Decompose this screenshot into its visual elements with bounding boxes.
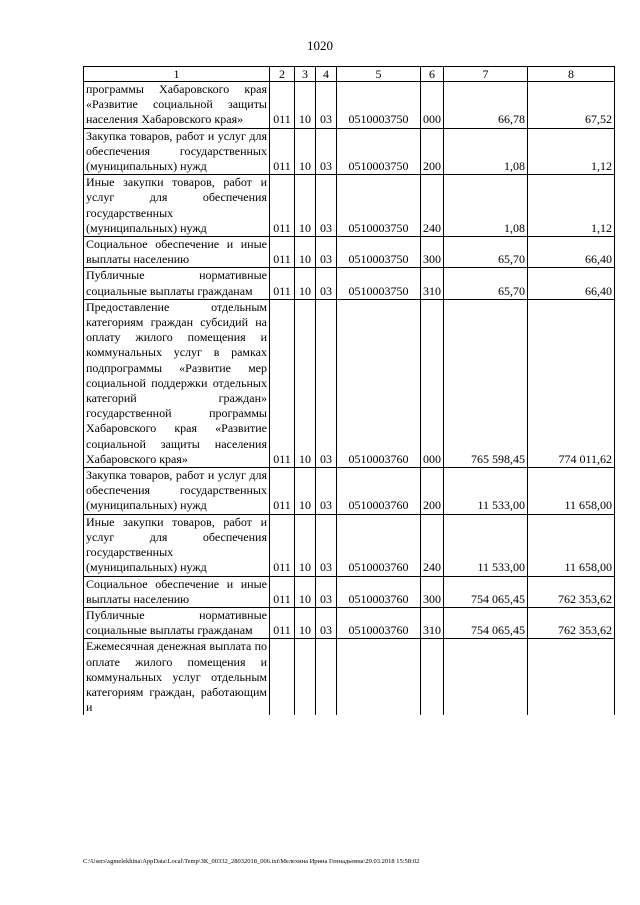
table-row	[84, 175, 615, 237]
amount-col8	[528, 639, 615, 716]
file-path-footer: C:\Users\sgmelekhina\AppData\Local\Temp\ЗК_00332_28032018_006.txt\Мелехина Ирина Геннадьевна\29.03.2018 15:58:02	[83, 858, 420, 865]
amount-col8: 774 011,62	[528, 299, 615, 467]
target-article-code: 0510003760	[337, 468, 421, 515]
expense-type-code: 200	[421, 128, 444, 175]
target-article-code: 0510003750	[337, 175, 421, 237]
amount-col7: 65,70	[444, 237, 528, 268]
section-code: 10	[295, 237, 316, 268]
ministry-code: 011	[270, 82, 295, 129]
table-row	[84, 639, 615, 716]
row-name: Публичные нормативные социальные выплаты гражданам	[84, 268, 270, 299]
subsection-code: 03	[316, 576, 337, 607]
expense-type-code: 300	[421, 576, 444, 607]
ministry-code: 011	[270, 299, 295, 467]
column-header: 6	[421, 67, 444, 82]
expense-type-code: 240	[421, 514, 444, 576]
amount-col7: 65,70	[444, 268, 528, 299]
column-header: 5	[337, 67, 421, 82]
table-header-row	[84, 67, 615, 82]
amount-col8: 66,40	[528, 268, 615, 299]
amount-col8: 1,12	[528, 175, 615, 237]
table-row	[84, 607, 615, 638]
row-name: Иные закупки товаров, работ и услуг для обеспечения государственных (муниципальных) нужд	[84, 514, 270, 576]
ministry-code: 011	[270, 607, 295, 638]
ministry-code	[270, 639, 295, 716]
section-code: 10	[295, 514, 316, 576]
table-row	[84, 576, 615, 607]
target-article-code: 0510003760	[337, 514, 421, 576]
ministry-code: 011	[270, 237, 295, 268]
column-header: 3	[295, 67, 316, 82]
table-row	[84, 237, 615, 268]
column-header: 4	[316, 67, 337, 82]
section-code: 10	[295, 299, 316, 467]
subsection-code	[316, 639, 337, 716]
row-name: Иные закупки товаров, работ и услуг для обеспечения государственных (муниципальных) нужд	[84, 175, 270, 237]
row-name: Закупка товаров, работ и услуг для обеспечения государственных (муниципальных) нужд	[84, 128, 270, 175]
amount-col7: 765 598,45	[444, 299, 528, 467]
amount-col8: 66,40	[528, 237, 615, 268]
section-code: 10	[295, 175, 316, 237]
amount-col7: 754 065,45	[444, 576, 528, 607]
amount-col7: 1,08	[444, 175, 528, 237]
subsection-code: 03	[316, 268, 337, 299]
amount-col8: 67,52	[528, 82, 615, 129]
expense-type-code: 310	[421, 607, 444, 638]
expense-type-code	[421, 639, 444, 716]
subsection-code: 03	[316, 128, 337, 175]
section-code: 10	[295, 576, 316, 607]
table-row	[84, 128, 615, 175]
column-header: 7	[444, 67, 528, 82]
expense-type-code: 000	[421, 82, 444, 129]
target-article-code: 0510003750	[337, 268, 421, 299]
amount-col8: 1,12	[528, 128, 615, 175]
ministry-code: 011	[270, 175, 295, 237]
subsection-code: 03	[316, 82, 337, 129]
row-name: Ежемесячная денежная выплата по оплате жилого помещения и коммунальных услуг отдельным категориям граждан, работающим и	[84, 639, 270, 716]
subsection-code: 03	[316, 175, 337, 237]
expense-type-code: 310	[421, 268, 444, 299]
target-article-code: 0510003760	[337, 607, 421, 638]
amount-col8: 762 353,62	[528, 576, 615, 607]
target-article-code: 0510003750	[337, 237, 421, 268]
subsection-code: 03	[316, 299, 337, 467]
row-name: Предоставление отдельным категориям граждан субсидий на оплату жилого помещения и коммунальных услуг в рамках подпрограммы «Развитие мер социальной поддержки отдельных категорий граждан» государственной программы Хабаровского края «Развитие социальной защиты населения Хабаровского края»	[84, 299, 270, 467]
amount-col7: 11 533,00	[444, 514, 528, 576]
subsection-code: 03	[316, 607, 337, 638]
amount-col7	[444, 639, 528, 716]
amount-col8: 762 353,62	[528, 607, 615, 638]
target-article-code: 0510003760	[337, 576, 421, 607]
ministry-code: 011	[270, 576, 295, 607]
target-article-code: 0510003750	[337, 82, 421, 129]
section-code: 10	[295, 128, 316, 175]
amount-col8: 11 658,00	[528, 514, 615, 576]
target-article-code: 0510003760	[337, 299, 421, 467]
target-article-code: 0510003750	[337, 128, 421, 175]
section-code	[295, 639, 316, 716]
ministry-code: 011	[270, 468, 295, 515]
section-code: 10	[295, 268, 316, 299]
expense-type-code: 200	[421, 468, 444, 515]
section-code: 10	[295, 468, 316, 515]
row-name: программы Хабаровского края «Развитие социальной защиты населения Хабаровского края»	[84, 82, 270, 129]
subsection-code: 03	[316, 514, 337, 576]
section-code: 10	[295, 607, 316, 638]
ministry-code: 011	[270, 268, 295, 299]
amount-col8: 11 658,00	[528, 468, 615, 515]
column-header: 2	[270, 67, 295, 82]
column-header: 1	[84, 67, 270, 82]
subsection-code: 03	[316, 237, 337, 268]
amount-col7: 1,08	[444, 128, 528, 175]
table-row	[84, 468, 615, 515]
row-name: Закупка товаров, работ и услуг для обеспечения государственных (муниципальных) нужд	[84, 468, 270, 515]
column-header: 8	[528, 67, 615, 82]
ministry-code: 011	[270, 514, 295, 576]
table-row	[84, 268, 615, 299]
target-article-code	[337, 639, 421, 716]
amount-col7: 11 533,00	[444, 468, 528, 515]
page-number: 1020	[307, 38, 333, 53]
expense-type-code: 000	[421, 299, 444, 467]
amount-col7: 66,78	[444, 82, 528, 129]
ministry-code: 011	[270, 128, 295, 175]
row-name: Социальное обеспечение и иные выплаты населению	[84, 576, 270, 607]
budget-table	[83, 66, 615, 715]
table-row	[84, 299, 615, 467]
expense-type-code: 240	[421, 175, 444, 237]
table-row	[84, 514, 615, 576]
row-name: Социальное обеспечение и иные выплаты населению	[84, 237, 270, 268]
section-code: 10	[295, 82, 316, 129]
table-row	[84, 82, 615, 129]
subsection-code: 03	[316, 468, 337, 515]
expense-type-code: 300	[421, 237, 444, 268]
amount-col7: 754 065,45	[444, 607, 528, 638]
row-name: Публичные нормативные социальные выплаты гражданам	[84, 607, 270, 638]
